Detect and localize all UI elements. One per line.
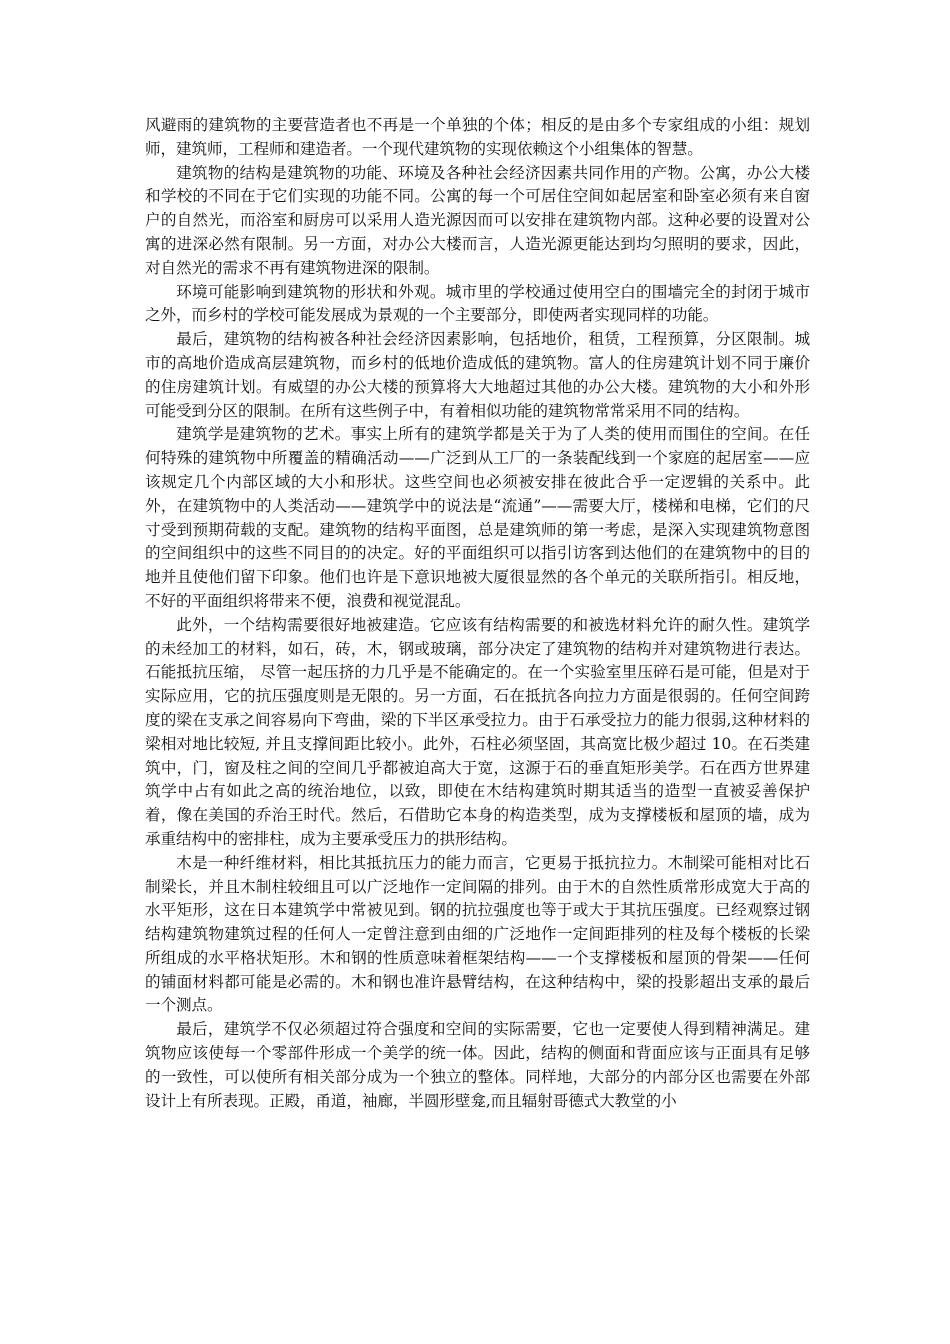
paragraph-socioeconomic: 最后，建筑物的结构被各种社会经济因素影响，包括地价，租赁，工程预算，分区限制。城市的高地价造成高层建筑物，而乡村的低地价造成低的建筑物。富人的住房建筑计划不同于廉价的住房建筑计划。有威望的办公大楼的预算将大大地超过其他的办公大楼。建筑物的大小和外形可能受到分区的限制。在所有这些例子中，有着相似功能的建筑物常常采用不同的结构。 (145, 330, 810, 420)
paragraph-aesthetics: 最后，建筑学不仅必须超过符合强度和空间的实际需要，它也一定要使人得到精神满足。建筑物应该使每一个零部件形成一个美学的统一体。因此，结构的侧面和背面应该与正面具有足够的一致性，可以使所有相关部分成为一个独立的整体。同样地，大部分的内部分区也需要在外部设计上有所表现。正殿，甬道，袖廊，半圆形壁龛,而且辐射哥德式大教堂的小 (145, 1020, 810, 1110)
paragraph-structure-function: 建筑物的结构是建筑物的功能、环境及各种社会经济因素共同作用的产物。公寓，办公大楼和学校的不同在于它们实现的功能不同。公寓的每一个可居住空间如起居室和卧室必须有来自窗户的自然光，而浴室和厨房可以采用人造光源因而可以安排在建筑物内部。这种必要的设置对公寓的进深必然有限制。另一方面，对办公大楼而言，人造光源更能达到均匀照明的要求，因此，对自然光的需求不再有建筑物进深的限制。 (145, 163, 810, 277)
paragraph-continued: 风避雨的建筑物的主要营造者也不再是一个单独的个体；相反的是由多个专家组成的小组：规划师，建筑师，工程师和建造者。一个现代建筑物的实现依赖这个小组集体的智慧。 (145, 116, 810, 158)
paragraph-stone: 此外，一个结构需要很好地被建造。它应该有结构需要的和被选材料允许的耐久性。建筑学的未经加工的材料，如石，砖，木，钢或玻璃，部分决定了建筑物的结构并对建筑物进行表达。 石能抵抗压缩， 尽管一起压挤的力几乎是不能确定的。在一个实验室里压碎石是可能，但是对于实际应用，它的抗压强度则是无限的。另一方面，石在抵抗各向拉力方面是很弱的。任何空间跨度的梁在支承之间容易向下弯曲，梁的下半区承受拉力。由于石承受拉力的能力很弱,这种材料的梁相对地比较短, 并且支撑间距比较小。此外，石柱必须坚固，其高宽比极少超过 10。在石类建筑中，门，窗及柱之间的空间几乎都被迫高大于宽，这源于石的垂直矩形美学。石在西方世界建筑学中占有如此之高的统治地位，以致，即使在木结构建筑时期其适当的造型一直被妥善保护着，像在美国的乔治王时代。然后，石借助它本身的构造类型，成为支撑楼板和屋顶的墙，成为承重结构中的密排柱，成为主要承受压力的拱形结构。 (145, 615, 810, 848)
paragraph-environment: 环境可能影响到建筑物的形状和外观。城市里的学校通过使用空白的围墙完全的封闭于城市之外，而乡村的学校可能发展成为景观的一个主要部分，即使两者实现同样的功能。 (145, 282, 810, 325)
paragraph-wood-steel: 木是一种纤维材料，相比其抵抗压力的能力而言，它更易于抵抗拉力。木制梁可能相对比石制梁长，并且木制柱较细且可以广泛地作一定间隔的排列。由于木的自然性质常形成宽大于高的水平矩形，这在日本建筑学中常被见到。钢的抗拉强度也等于或大于其抗压强度。已经观察过钢结构建筑物建筑过程的任何人一定曾注意到由细的广泛地作一定间距排列的柱及每个楼板的长梁所组成的水平格状矩形。木和钢的性质意味着框架结构——一个支撑楼板和屋顶的骨架——任何的铺面材料都可能是必需的。木和钢也准许悬臂结构，在这种结构中，梁的投影超出支承的最后一个测点。 (145, 853, 810, 1015)
paragraph-architecture-art: 建筑学是建筑物的艺术。事实上所有的建筑学都是关于为了人类的使用而围住的空间。在任何特殊的建筑物中所覆盖的精确活动——广泛到从工厂的一条装配线到一个家庭的起居室——应该规定几个内部区域的大小和形状。这些空间也必须被安排在彼此合乎一定逻辑的关系中。此外，在建筑物中的人类活动——建筑学中的说法是“流通”——需要大厅，楼梯和电梯，它们的尺寸受到预期荷载的支配。建筑物的结构平面图，总是建筑师的第一考虑，是深入实现建筑物意图的空间组织中的这些不同目的的决定。好的平面组织可以指引访客到达他们的在建筑物中的目的地并且使他们留下印象。他们也许是下意识地被大厦很显然的各个单元的关联所指引。相反地，不好的平面组织将带来不便，浪费和视觉混乱。 (145, 425, 810, 610)
body-text (145, 114, 810, 1113)
